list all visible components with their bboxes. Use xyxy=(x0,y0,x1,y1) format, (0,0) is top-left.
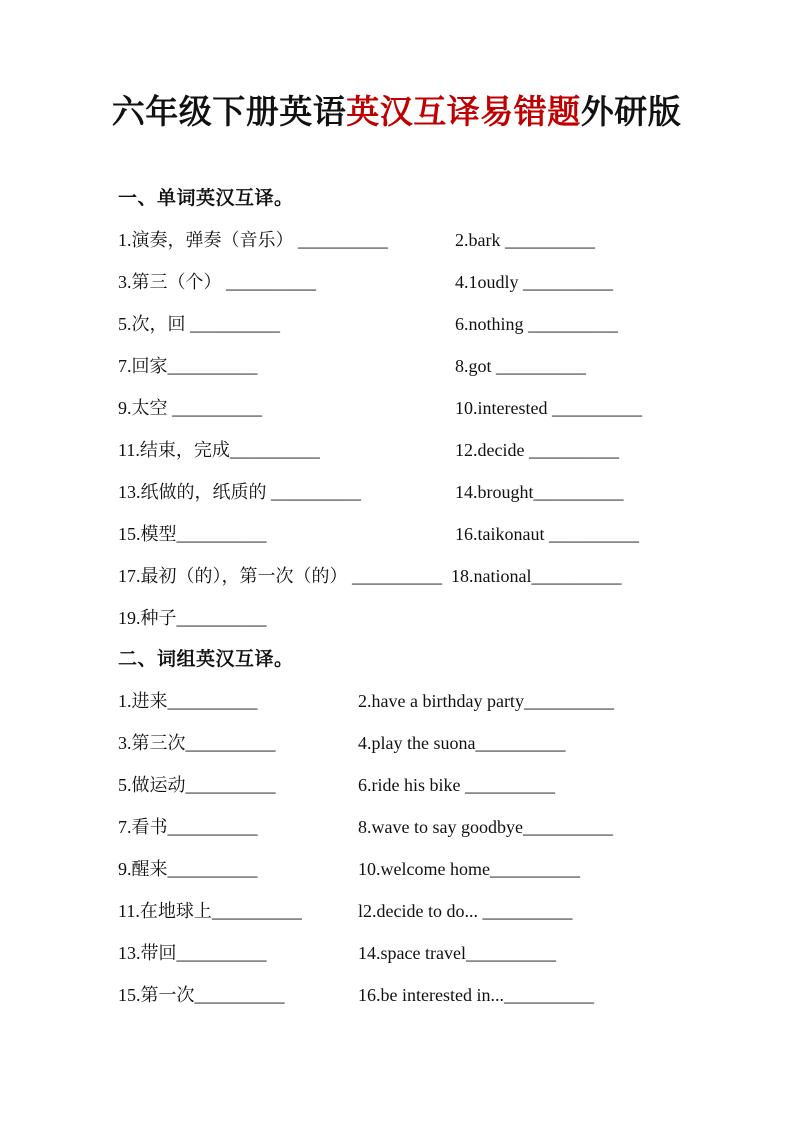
worksheet-row xyxy=(118,814,680,856)
worksheet-row xyxy=(118,605,680,647)
worksheet-item: 15.第一次__________ xyxy=(118,985,285,1005)
worksheet-item: 7.回家__________ xyxy=(118,356,258,376)
worksheet-item: 4.1oudly __________ xyxy=(455,272,614,292)
worksheet-item: 16.be interested in...__________ xyxy=(358,985,594,1005)
worksheet-row xyxy=(118,730,680,772)
worksheet-row xyxy=(118,688,680,730)
worksheet-item: 3.第三（个） __________ xyxy=(118,272,316,292)
worksheet-item: 18.national__________ xyxy=(451,566,622,586)
worksheet-item: 4.play the suona__________ xyxy=(358,733,566,753)
worksheet-item: 1.演奏，弹奏（音乐） __________ xyxy=(118,230,388,250)
worksheet-item: 10.welcome home__________ xyxy=(358,859,580,879)
worksheet-item: 3.第三次__________ xyxy=(118,733,276,753)
worksheet-row xyxy=(118,898,680,940)
worksheet-item: 14.space travel__________ xyxy=(358,943,556,963)
worksheet-item: 10.interested __________ xyxy=(455,398,642,418)
worksheet-row xyxy=(118,982,680,1024)
worksheet-item: 5.次，回 __________ xyxy=(118,314,280,334)
title-highlight: 英汉互译易错题 xyxy=(346,95,581,131)
worksheet-item: 1.进来__________ xyxy=(118,691,258,711)
worksheet-item: l2.decide to do... __________ xyxy=(358,901,573,921)
worksheet-row xyxy=(118,479,680,521)
worksheet-item: 6.ride his bike __________ xyxy=(358,775,555,795)
worksheet-item: 11.结束，完成__________ xyxy=(118,440,320,460)
worksheet-item: 19.种子__________ xyxy=(118,608,267,628)
worksheet-item: 13.纸做的，纸质的 __________ xyxy=(118,482,361,502)
worksheet-item: 17.最初（的），第一次（的） __________ xyxy=(118,566,442,586)
worksheet-item: 8.wave to say goodbye__________ xyxy=(358,817,613,837)
worksheet-item: 5.做运动__________ xyxy=(118,775,276,795)
worksheet-row xyxy=(118,227,680,269)
worksheet-item: 16.taikonaut __________ xyxy=(455,524,639,544)
section-1-heading: 一、单词英汉互译。 xyxy=(118,188,294,209)
worksheet-row xyxy=(118,521,680,563)
worksheet-row xyxy=(118,269,680,311)
worksheet-item: 8.got __________ xyxy=(455,356,587,376)
worksheet-item: 15.模型__________ xyxy=(118,524,267,544)
worksheet-item: 13.带回__________ xyxy=(118,943,267,963)
worksheet-item: 12.decide __________ xyxy=(455,440,619,460)
page-title xyxy=(0,90,793,136)
worksheet-row xyxy=(118,856,680,898)
worksheet-item: 14.brought__________ xyxy=(455,482,624,502)
worksheet-content xyxy=(118,186,680,1024)
worksheet-item: 2.bark __________ xyxy=(455,230,595,250)
title-prefix: 六年级下册英语 xyxy=(111,95,347,131)
worksheet-row xyxy=(118,437,680,479)
worksheet-item: 9.太空 __________ xyxy=(118,398,262,418)
worksheet-item: 9.醒来__________ xyxy=(118,859,258,879)
worksheet-item: 6.nothing __________ xyxy=(455,314,619,334)
worksheet-row xyxy=(118,772,680,814)
worksheet-row xyxy=(118,395,680,437)
section-2-heading: 二、词组英汉互译。 xyxy=(118,649,294,670)
worksheet-row xyxy=(118,563,680,605)
worksheet-row xyxy=(118,311,680,353)
title-suffix: 外研版 xyxy=(580,95,682,131)
worksheet-row xyxy=(118,353,680,395)
worksheet-item: 7.看书__________ xyxy=(118,817,258,837)
worksheet-item: 2.have a birthday party__________ xyxy=(358,691,614,711)
worksheet-row xyxy=(118,940,680,982)
worksheet-item: 11.在地球上__________ xyxy=(118,901,302,921)
